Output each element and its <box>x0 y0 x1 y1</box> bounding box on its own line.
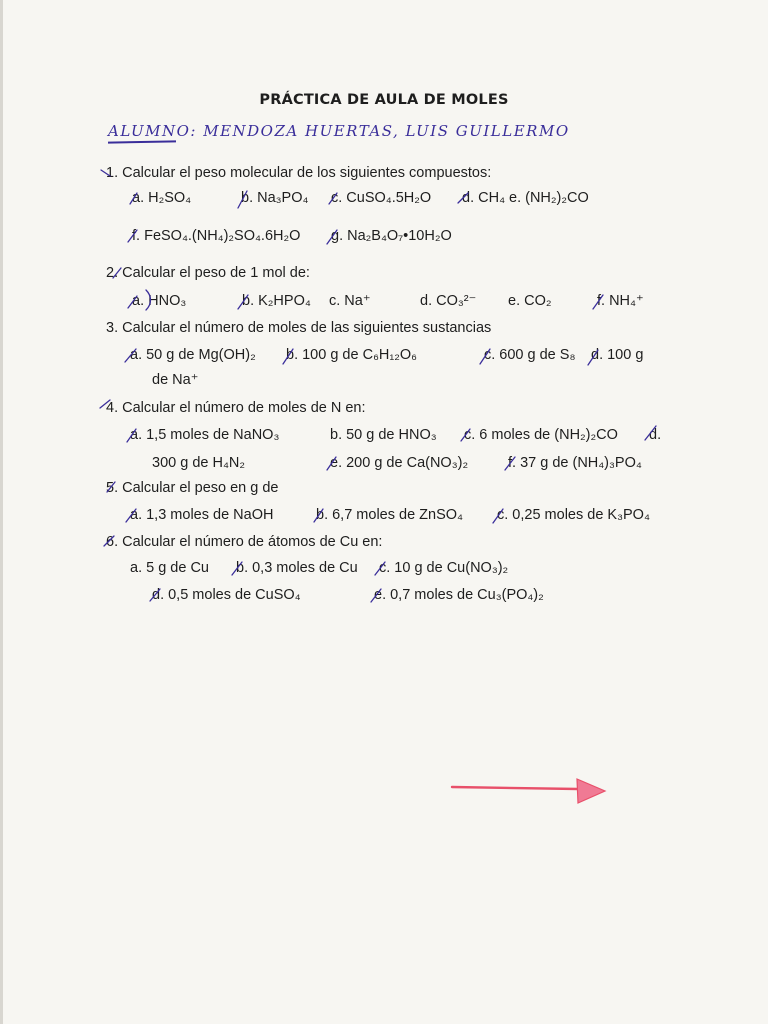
check-mark <box>128 296 137 308</box>
check-mark <box>329 193 337 204</box>
q4-e: e. 200 g de Ca(NO₃)₂ <box>330 455 469 471</box>
check-mark <box>480 349 490 364</box>
q2-b: b. K₂HPO₄ <box>242 293 311 309</box>
q6-d: d. 0,5 moles de CuSO₄ <box>152 587 301 603</box>
q3-c: c. 600 g de S₈ <box>484 347 576 363</box>
q5-b: b. 6,7 moles de ZnSO₄ <box>316 507 463 523</box>
check-mark <box>327 457 336 470</box>
q1-g: g. Na₂B₄O₇•10H₂O <box>331 228 452 244</box>
check-mark <box>461 429 470 441</box>
check-mark <box>588 350 598 365</box>
q6-b: b. 0,3 moles de Cu <box>236 560 358 576</box>
check-mark <box>493 509 503 523</box>
q6-text: 6. Calcular el número de átomos de Cu en: <box>106 534 383 550</box>
q2-e: e. CO₂ <box>508 293 552 309</box>
q4-b: b. 50 g de HNO₃ <box>330 427 437 443</box>
q4-d: d. <box>649 427 662 443</box>
q3-text: 3. Calcular el número de moles de las siguientes sustancias <box>106 320 492 336</box>
q5-c: c. 0,25 moles de K₃PO₄ <box>497 507 650 523</box>
q6-e: e. 0,7 moles de Cu₃(PO₄)₂ <box>374 587 544 603</box>
check-mark <box>127 429 136 442</box>
q4-c: c. 6 moles de (NH₂)₂CO <box>464 427 618 443</box>
check-mark <box>150 589 160 601</box>
q1-text: 1. Calcular el peso molecular de los siguientes compuestos: <box>106 165 492 181</box>
check-mark <box>371 589 381 602</box>
q2-d: d. CO₃²⁻ <box>420 293 477 309</box>
q2-a: a. HNO₃ <box>132 293 187 309</box>
q4-text: 4. Calcular el número de moles de N en: <box>106 400 366 416</box>
q2-f: f. NH₄⁺ <box>597 293 644 309</box>
q1-a: a. H₂SO₄ <box>132 190 192 206</box>
check-mark <box>101 170 110 176</box>
check-mark <box>645 426 656 440</box>
student-name: ALUMNO: MENDOZA HUERTAS, LUIS GUILLERMO <box>108 122 570 140</box>
check-mark <box>146 290 151 310</box>
q6-a: a. 5 g de Cu <box>130 560 209 576</box>
q2-c: c. Na⁺ <box>329 293 371 309</box>
check-mark <box>113 268 121 278</box>
check-mark <box>126 509 136 522</box>
q1-d: d. CH₄ e. (NH₂)₂CO <box>462 190 589 206</box>
q4-f: f. 37 g de (NH₄)₃PO₄ <box>508 455 642 471</box>
q3-d-cont: de Na⁺ <box>152 372 199 388</box>
q6-c: c. 10 g de Cu(NO₃)₂ <box>379 560 509 576</box>
check-mark <box>375 562 385 575</box>
check-mark <box>238 191 247 208</box>
check-mark <box>283 349 293 364</box>
q1-c: c. CuSO₄.5H₂O <box>331 190 432 206</box>
q3-b: b. 100 g de C₆H₁₂O₆ <box>286 347 418 363</box>
q4-d-cont: 300 g de H₄N₂ <box>152 455 245 471</box>
check-mark <box>107 482 115 492</box>
q1-b: b. Na₃PO₄ <box>241 190 309 206</box>
page-title: PRÁCTICA DE AULA DE MOLES <box>259 92 509 108</box>
q2-text: 2. Calcular el peso de 1 mol de: <box>106 265 310 281</box>
check-mark <box>128 230 137 242</box>
q1-f: f. FeSO₄.(NH₄)₂SO₄.6H₂O <box>132 228 301 244</box>
check-mark <box>130 193 137 204</box>
check-mark <box>104 536 114 546</box>
check-mark <box>100 400 110 408</box>
q5-text: 5. Calcular el peso en g de <box>106 480 279 496</box>
q5-a: a. 1,3 moles de NaOH <box>130 507 274 523</box>
check-mark <box>125 349 136 362</box>
check-mark <box>327 230 337 244</box>
check-mark <box>505 457 515 470</box>
check-mark <box>314 509 323 522</box>
check-mark <box>238 295 248 309</box>
q4-a: a. 1,5 moles de NaNO₃ <box>130 427 280 443</box>
q3-d: d. 100 g <box>591 347 644 363</box>
check-mark <box>232 562 242 575</box>
right-arrow-icon <box>450 774 610 808</box>
check-mark <box>458 193 468 203</box>
check-mark <box>593 295 603 309</box>
q3-a: a. 50 g de Mg(OH)₂ <box>130 347 256 363</box>
